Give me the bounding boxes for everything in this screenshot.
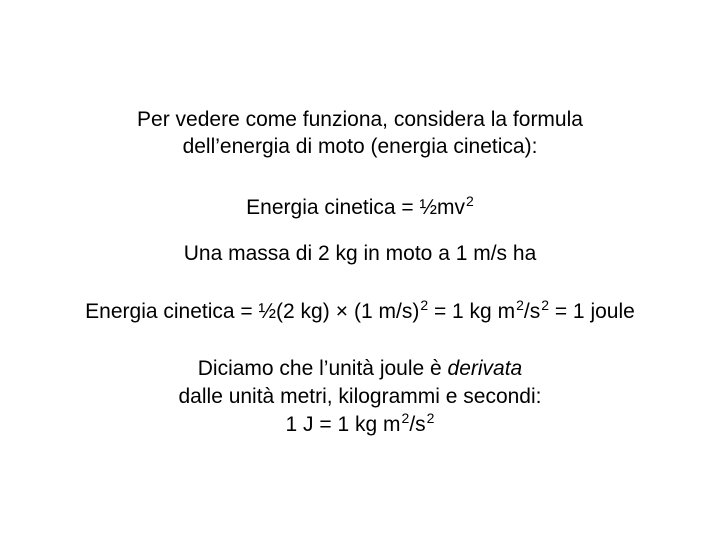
calc-part-3: = 1 kg m xyxy=(428,300,516,323)
times-sign: × xyxy=(335,300,348,323)
calc-part-1: Energia cinetica = ½(2 kg) xyxy=(85,300,330,323)
calc-exponent-1: 2 xyxy=(420,297,429,313)
calc-exponent-3: 2 xyxy=(541,297,549,313)
calc-exponent-2: 2 xyxy=(516,297,524,313)
calc-part-5: = 1 joule xyxy=(549,300,635,323)
joule-exponent-2: 2 xyxy=(426,410,435,426)
calc-part-2: (1 m/s) xyxy=(353,300,420,323)
derivata-emphasis: derivata xyxy=(447,357,523,380)
calc-part-4: /s xyxy=(523,300,541,323)
joule-definition xyxy=(0,412,720,439)
intro-line-1: Per vedere come funziona, considera la formula xyxy=(137,108,583,131)
joule-text: 1 J = 1 kg m xyxy=(285,413,401,436)
formula-text: Energia cinetica = ½mv xyxy=(246,196,466,219)
joule-mid: /s xyxy=(409,413,426,436)
calculation-line xyxy=(0,299,720,326)
conclusion-line-1 xyxy=(0,356,720,382)
intro-line-2: dell’energia di moto (energia cinetica): xyxy=(182,135,538,158)
formula-exponent: 2 xyxy=(466,193,474,209)
conclusion-line-2: dalle unità metri, kilogrammi e secondi: xyxy=(178,385,542,408)
example-sentence: Una massa di 2 kg in moto a 1 m/s ha xyxy=(183,242,537,265)
joule-exponent-1: 2 xyxy=(401,410,410,426)
kinetic-energy-formula xyxy=(0,195,720,222)
conclusion-text: Diciamo che l’unità joule è xyxy=(197,357,448,380)
